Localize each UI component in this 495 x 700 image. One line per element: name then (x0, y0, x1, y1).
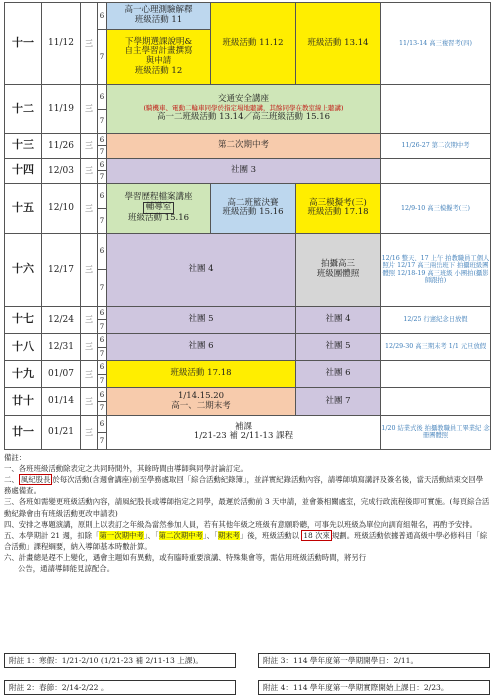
activity-cell (211, 183, 296, 233)
note-cell (381, 388, 491, 415)
period-cell: 6 (98, 183, 107, 208)
activity-line: 下學期選課說明& (124, 36, 193, 47)
period-cell: 7 (98, 347, 107, 361)
date-cell: 11/26 (42, 133, 81, 158)
note-cell (381, 84, 491, 133)
activity-sub: 班級活動 15.16 (127, 213, 190, 224)
activity-cell (107, 3, 211, 30)
note-item: 五、本學期計 21 週，扣除「第一次期中考」、「第二次期中考」、「期末考」後，班級活動以 18 次來 規劃。班級活動依據普通高級中學必修科目「綜合活動」課程綱要，納入導師基本時數計算。 (4, 530, 488, 551)
period-cell: 7 (98, 171, 107, 184)
date-cell: 01/07 (42, 361, 81, 388)
period-cell: 7 (98, 109, 107, 133)
period-cell: 7 (98, 146, 107, 159)
note-item: 二、 風紀股長 於每次活動(含週會講座)前至學務處取回「綜合活動紀錄簿」，並詳實紀錄活動內容，請導師填寫講評及簽名後，當天活動結束交回學務處備查。 (4, 475, 484, 496)
activity-sub: 高一二班級活動 13.14／高三班級活動 15.16 (156, 111, 331, 122)
activity-remark: (騎機車、電動二輪車同學於指定場地聽講，其餘同學在教室線上聽講) (143, 104, 344, 113)
activity-cell (107, 183, 211, 233)
activity-title: 學習歷程檔案講座 (124, 191, 193, 202)
activity-cell: 班級活動 17.18 (107, 361, 296, 388)
date-cell: 12/10 (42, 183, 81, 233)
schedule-table (4, 2, 491, 450)
activity-sub: 班級活動 15.16 (222, 207, 284, 218)
activity-cell (107, 415, 381, 449)
note-cell: 11/26-27 第二次期中考 (381, 133, 491, 158)
week-cell: 十六 (5, 233, 42, 306)
note-cell: 11/13-14 高三複習考(四) (381, 3, 491, 85)
activity-cell: 社團 3 (107, 158, 381, 183)
week-cell: 十三 (5, 133, 42, 158)
period-cell: 6 (98, 333, 107, 347)
week-cell: 十一 (5, 3, 42, 85)
note-item: 四、安排之專題演講，原則上以表訂之年級為當然參加人員，若有其他年級之班級有意願聆聽，可事先以班級為單位向訓育組報名，再酌予安排。 (4, 519, 478, 529)
period-cell: 6 (98, 306, 107, 320)
period-cell: 6 (98, 361, 107, 375)
activity-cell: 社團 4 (296, 306, 381, 333)
date-cell: 12/24 (42, 306, 81, 333)
note-cell: 12/9-10 高三模擬考(三) (381, 183, 491, 233)
activity-cell: 班級活動 11.12 (211, 3, 296, 85)
period-cell: 6 (98, 388, 107, 402)
week-cell: 十九 (5, 361, 42, 388)
note-item: 六、計畫總是趕不上變化，遇會主題如有異動，或有臨時重要演講、特殊集會等，需佔用班級活動時間，將另行 (4, 552, 367, 562)
activity-cell (107, 388, 296, 415)
activity-title: 高二班籃決賽 (227, 197, 279, 208)
period-cell: 7 (98, 402, 107, 416)
period-cell: 6 (98, 415, 107, 432)
activity-title: 高一心理測驗解釋 (124, 5, 193, 16)
highlight-box: 風紀股長 (20, 475, 51, 485)
date-cell: 11/12 (42, 3, 81, 85)
week-cell: 十七 (5, 306, 42, 333)
note-cell (381, 361, 491, 388)
period-cell: 6 (98, 133, 107, 146)
period-cell: 7 (98, 270, 107, 306)
day-cell: 三 (81, 233, 98, 306)
period-cell: 7 (98, 374, 107, 388)
activity-cell: 班級活動 13.14 (296, 3, 381, 85)
day-cell: 三 (81, 133, 98, 158)
date-cell: 11/19 (42, 84, 81, 133)
highlight-text: 期末考 (217, 530, 240, 540)
activity-title: 拍攝高三 (320, 258, 355, 269)
note-cell: 1/20 結業式後 拍攝教職員工畢業紀 念冊團體照 (381, 415, 491, 449)
activity-cell (107, 30, 211, 85)
activity-sub: 1/21-23 補 2/11-13 課程 (193, 431, 294, 442)
activity-cell: 第二次期中考 (107, 133, 381, 158)
note-item: 公告，通請導師能見諒配合。 (18, 564, 115, 574)
note-item: 三、各班如需變更班級活動內容，請風紀股長或導師指定之同學，最遲於活動前 3 天申請，並會簽相關處室，完成行政流程後即可實施。(每頁綜合活動紀錄會由有班級活動更改申請表) (4, 497, 490, 518)
activity-sub: 班級活動 17.18 (307, 207, 369, 218)
week-cell: 十五 (5, 183, 42, 233)
period-cell: 7 (98, 208, 107, 233)
day-cell: 三 (81, 415, 98, 449)
week-cell: 十二 (5, 84, 42, 133)
date-cell: 12/31 (42, 333, 81, 360)
highlight-box: 18 次來 (303, 530, 330, 540)
note-cell: 12/16 整天、17 上午 拍教職員工個人照片 12/17 高三兩岳班下 拍攝班級團體照 12/18-19 高三班級 小團拍(攝影師跟拍) (381, 233, 491, 306)
period-cell: 7 (98, 30, 107, 85)
period-cell: 7 (98, 432, 107, 449)
day-cell: 三 (81, 333, 98, 360)
activity-cell: 社團 6 (107, 333, 296, 360)
date-cell: 01/21 (42, 415, 81, 449)
organizer-box: 輔導室 (143, 202, 175, 214)
appendix-note-3: 附註 3：114 學年度第一學期開學日：2/11。 (258, 653, 490, 668)
week-cell: 廿一 (5, 415, 42, 449)
activity-sub: 班級團體照 (316, 268, 360, 279)
note-cell: 12/25 行憲紀念日放假 (381, 306, 491, 333)
activity-cell: 社團 4 (107, 233, 296, 306)
activity-sub: 班級活動 11 (134, 15, 183, 26)
period-cell: 7 (98, 320, 107, 334)
week-cell: 廿十 (5, 388, 42, 415)
period-cell: 6 (98, 84, 107, 109)
note-cell (381, 158, 491, 183)
day-cell: 三 (81, 158, 98, 183)
period-cell: 6 (98, 158, 107, 171)
appendix-note-2: 附註 2：春節：2/14-2/22 。 (4, 680, 236, 695)
activity-title: 高三模擬考(三) (309, 197, 367, 208)
period-cell: 6 (98, 3, 107, 30)
activity-cell (296, 183, 381, 233)
highlight-text: 第一次期中考 (99, 530, 144, 540)
note-item: 一、各班班級活動除表定之共同時間外，其餘時間由導師與同學討論訂定。 (4, 464, 248, 474)
period-cell: 6 (98, 233, 107, 269)
activity-title: 1/14.15.20 (177, 390, 225, 401)
note-cell: 12/29-30 高三期末考 1/1 元旦放假 (381, 333, 491, 360)
day-cell: 三 (81, 183, 98, 233)
activity-title: 補課 (234, 421, 252, 432)
week-cell: 十四 (5, 158, 42, 183)
activity-cell (107, 84, 381, 133)
date-cell: 01/14 (42, 388, 81, 415)
date-cell: 12/03 (42, 158, 81, 183)
notes-title: 備註： (4, 453, 27, 462)
activity-line: 自主學習計畫撰寫 (124, 46, 193, 57)
date-cell: 12/17 (42, 233, 81, 306)
notes-section (4, 452, 490, 574)
activity-line: 與申請 (145, 56, 172, 67)
activity-sub: 高一、二期末考 (171, 400, 231, 411)
activity-cell: 社團 7 (296, 388, 381, 415)
activity-line: 班級活動 12 (134, 65, 183, 76)
activity-cell: 社團 6 (296, 361, 381, 388)
activity-title: 交通安全講座 (217, 94, 269, 105)
highlight-text: 第二次期中考 (158, 530, 203, 540)
day-cell: 三 (81, 361, 98, 388)
activity-cell: 社團 5 (296, 333, 381, 360)
day-cell: 三 (81, 84, 98, 133)
day-cell: 三 (81, 3, 98, 85)
appendix-note-4: 附註 4：114 學年度第一學期實際開始上課日：2/23。 (258, 680, 490, 695)
activity-cell (296, 233, 381, 306)
week-cell: 十八 (5, 333, 42, 360)
day-cell: 三 (81, 306, 98, 333)
day-cell: 三 (81, 388, 98, 415)
appendix-note-1: 附註 1：寒假：1/21-2/10 (1/21-23 補 2/11-13 上課)。 (4, 653, 236, 668)
activity-cell: 社團 5 (107, 306, 296, 333)
